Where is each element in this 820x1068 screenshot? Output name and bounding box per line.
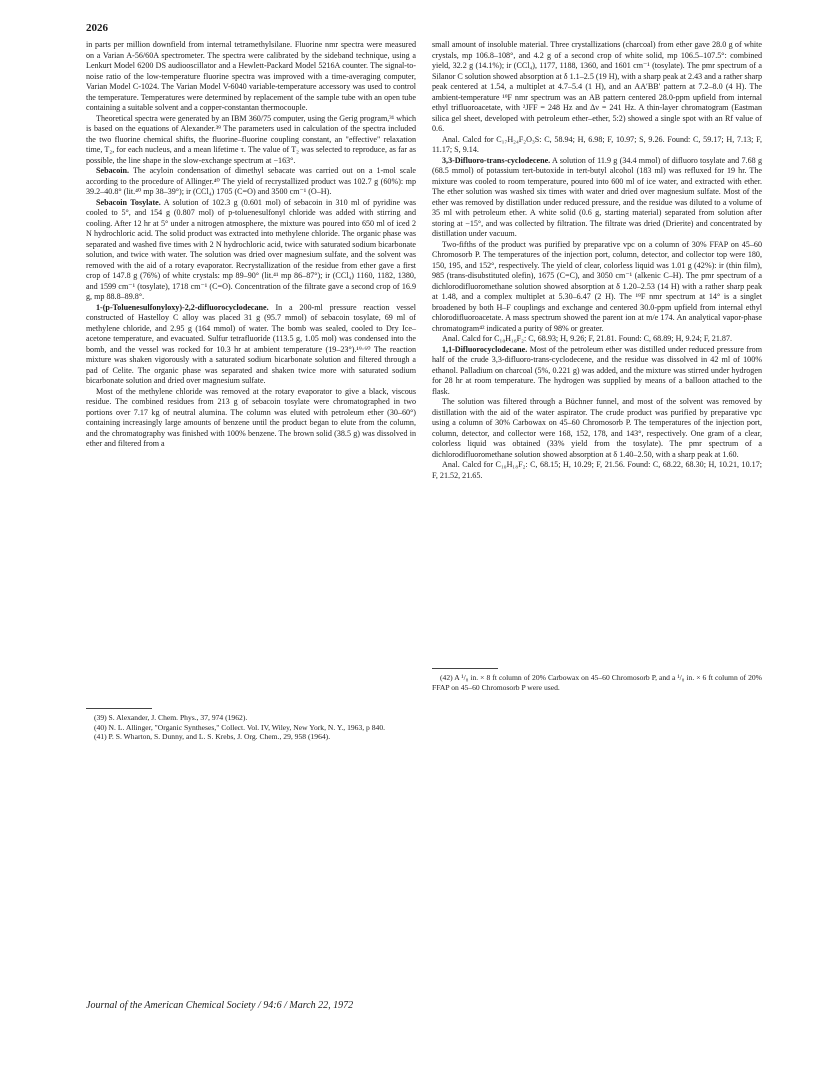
footnote: (41) P. S. Wharton, S. Dunny, and L. S. Krebs, J. Org. Chem., 29, 958 (1964). [94,732,331,742]
page-number: 2026 [86,22,108,34]
paragraph-text: Most of the methylene chloride was removed at the rotary evaporator to give a black, viscous residue. The combined residues from 213 g of sebacoin tosylate were chromatographed in two portions over 7.17 kg of neutral alumina. The column was eluted with petroleum ether (30–60°) containing increasingly large amounts of benzene until the product began to elute from the column, and the chromatography was finished with 100% benzene. The brown solid (38.5 g) was dissolved in ether and filtered from a [86,386,416,448]
right-column [432,40,762,481]
paragraph-text: in parts per million downfield from internal tetramethylsilane. Fluorine nmr spectra were measured on a Varian A-56/60A spectrometer. The spectra were calibrated by the sideband technique, using a Lenkurt Model 6200 DS audiooscillator and a Hewlett-Packard Model 5216A counter. The signal-to-noise ratio of the low-temperature fluorine spectra was improved with a time-averaging computer, Varian Model C-1024. The Varian Model V-6040 variable-temperature accessory was used to control the temperature. Temperatures were determined by replacement of the sample tube with an open tube containing a suitable solvent and a copper-constantan thermocouple. [86,40,416,112]
footnote: (40) N. L. Allinger, "Organic Syntheses," Collect. Vol. IV, Wiley, New York, N. Y., 1963, p 840. [94,722,386,732]
paragraph [432,135,762,156]
journal-footer: Journal of the American Chemical Society / 94:6 / March 22, 1972 [86,1000,354,1011]
section-heading: 1,1-Difluorocyclodecane. [442,344,528,354]
paragraph [86,114,416,167]
paragraph [432,460,762,481]
section-heading: Sebacoin. [96,166,130,175]
paragraph-text: small amount of insoluble material. Three crystallizations (charcoal) from ether gave 28.0 g of white crystals, mp 106.8–108°, and 4.2 g of a second crop of white solid, mp 106.5–107.5°: combined yield, 32.2 g (14.1%); ir (CCl₄), 1177, 1188, 1360, and 1601 cm⁻¹ (tosylate). The pmr spectrum of a Silanor C solution showed absorption at δ 1.1–2.5 (19 H), with a sharp peak at 2.43 and a rather sharp peak centered at 1.54, a multiplet at 4.7–5.4 (1 H), and an AA′BB′ pattern at 7.2–8.0 (4 H). The ambient-temperature ¹⁹F nmr spectrum was an AB pattern centered 28.0-ppm upfield from internal ethyl trifluoroacetate, with ²JFF = 248 Hz and Δν = 241 Hz. A thin-layer chromatogram (Eastman silica gel sheet, developed with petroleum ether–ether, 5:2) showed a single spot with an Rf value of 0.6. [432,40,762,133]
paragraph-text: Two-fifths of the product was purified by preparative vpc on a column of 30% FFAP on 45–60 Chromosorb P. The temperatures of the injection port, column, detector, and collector top were 180, 150, 195, and 152°, respectively. The yield of clear, colorless liquid was 1.01 g (42%): ir (thin film), 985 (trans-disubstituted olefin), 1675 (C=C), and 3050 cm⁻¹ (alkenic C–H). The pmr spectrum of a dichlorodifluoromethane solution showed absorption at δ 1.20–2.53 (14 H) with a rather sharp peak at 1.48, and a complex multiplet at 5.30–6.47 (2 H). The ¹⁹F nmr spectrum at 14° is a singlet broadened by both H–F couplings and exchange and centered 30.0-ppm upfield from internal ethyl chlorodifluoroacetate. A mass spectrum showed the parent ion at m/e 174. An analytical vapor-phase chromatogram⁴² indicated a purity of 98% or greater. [432,239,762,333]
paragraph [86,40,416,114]
paragraph-text: Theoretical spectra were generated by an IBM 360/75 computer, using the Gerig program,³¹ which is based on the equations of Alexander.³⁹ The parameters used in calculation of the spectra included the two fluorine chemical shifts, the fluorine–fluorine coupling constant, an "effective" relaxation time, T₂, for each nucleus, and a mean lifetime τ. The value of T₂ was selected to reproduce, as far as possible, the line shape in the slow-exchange spectrum at −163°. [86,113,416,165]
paragraph [432,240,762,335]
left-column [86,40,416,450]
paragraph-text: In a 200-ml pressure reaction vessel constructed of Hastelloy C alloy was placed 31 g (95.7 mmol) of sebacoin tosylate, 69 ml of methylene chloride, and 2.95 g (164 mmol) of water. The bomb was sealed, cooled to Dry Ice–acetone temperature, and evacuated. Sulfur tetrafluoride (113.5 g, 1.05 mol) was condensed into the bomb, and the vessel was rocked for 10.3 hr at ambient temperature (19–23°).¹⁹·⁶⁰ The reaction mixture was shaken vigorously with a saturated sodium bicarbonate solution and filtered through a pad of Celite. The organic phase was separated and shaken twice more with saturated sodium bicarbonate solution and dried over magnesium sulfate. [86,302,416,385]
paragraph-text: Anal. Calcd for C₁₇H₂₄F₂O₃S: C, 58.94; H, 6.98; F, 10.97; S, 9.26. Found: C, 59.17; H, 7.13; F, 11.17; S, 9.14. [432,134,762,154]
paragraph-text: A solution of 102.3 g (0.601 mol) of sebacoin in 310 ml of pyridine was cooled to 5°, and 154 g (0.807 mol) of p-toluenesulfonyl chloride was added with stirring and cooling. After 12 hr at 5° under a nitrogen atmosphere, the mixture was poured into 650 ml of iced 2 N hydrochloric acid. The solid product was extracted into methylene chloride. The organic phase was separated and washed five times with 2 N hydrochloric acid, twice with saturated sodium bicarbonate solution, and twice with water. The solution was dried over magnesium sulfate, and the solvent was removed with the aid of a rotary evaporator. Recrystallization of the residue from ether gave a first crop of 147.8 g (76%) of white crystals: mp 89–90° (lit.⁴¹ mp 86–87°); ir (CCl₄) 1160, 1182, 1380, and 1599 cm⁻¹ (tosylate), 1718 cm⁻¹ (C=O). Concentration of the filtrate gave a second crop of 16.9 g, mp 88.8–89.8°. [86,197,417,301]
footnote-rule-right [432,668,498,669]
footnote: (42) A ¹/₈ in. × 8 ft column of 20% Carbowax on 45–60 Chromosorb P, and a ¹/₈ in. × 6 ft column of 20% FFAP on 45–60 Chromosorb P were used. [432,673,762,692]
footnote: (39) S. Alexander, J. Chem. Phys., 37, 974 (1962). [94,713,248,722]
section-heading: Sebacoin Tosylate. [96,197,161,207]
footnotes-right [432,673,762,692]
paragraph [432,345,762,398]
paragraph [432,334,762,345]
paragraph-text: Anal. Calcd for C₁₀H₁₈F₂: C, 68.15; H, 10.29; F, 21.56. Found: C, 68.22, 68.30; H, 10.21, 10.17; F, 21.52, 21.65. [432,460,762,480]
section-heading: 3,3-Difluoro-trans-cyclodecene. [442,155,551,165]
paragraph-text: Anal. Calcd for C₁₀H₁₆F₂: C, 68.93; H, 9.26; F, 21.81. Found: C, 68.89; H, 9.24; F, 21.87. [442,334,733,343]
paragraph-text: A solution of 11.9 g (34.4 mmol) of difluoro tosylate and 7.68 g (68.5 mmol) of potassium tert-butoxide in tert-butyl alcohol (183 ml) was refluxed for 19 hr. The mixture was cooled to room temperature, poured into 600 ml of ice water, and extracted with ether. The ether solution was washed six times with water and dried over magnesium sulfate. Most of the ether was removed by distillation under reduced pressure, and the residue was diluted to a volume of 35 ml with petroleum ether. A white solid (0.6 g, starting material) separated from solution after storing at −15°, and was collected by filtration. The filtrate was dried (Drierite) and concentrated by distillation under vacuum. [432,155,762,238]
paragraph [432,156,762,240]
paragraph [432,397,762,460]
paragraph [432,40,762,135]
paragraph-text: The acyloin condensation of dimethyl sebacate was carried out on a 1-mol scale according to the procedure of Allinger.⁴⁰ The yield of recrystallized product was 102.7 g (60%): mp 39.2–40.8° (lit.⁴⁰ mp 38–39°); ir (CCl₄) 1705 (C=O) and 3500 cm⁻¹ (O–H). [86,166,416,196]
section-heading: 1-(p-Toluenesulfonyloxy)-2,2-difluorocyclodecane. [96,302,269,312]
paragraph [86,166,416,198]
footnotes-left [86,713,416,742]
footnote-rule-left [86,708,152,709]
paragraph-text: Most of the petroleum ether was distilled under reduced pressure from half of the crude 3,3-difluoro-trans-cyclodecene, and the residue was dissolved in 42 ml of 100% ethanol. Palladium on charcoal (5%, 0.221 g) was added, and the mixture was stirred under hydrogen for 28 hr at room temperature. The hydrogen was supplied by means of a balloon attached to the flask. [432,344,762,396]
paragraph [86,303,416,387]
paragraph [86,387,416,450]
paragraph-text: The solution was filtered through a Büchner funnel, and most of the solvent was removed by distillation with the aid of the water aspirator. The crude product was purified by preparative vpc using a column of 30% Carbowax on 45–60 Chromosorb P. The temperatures of the injection port, column, detector, and collector were 168, 152, 178, and 143°, respectively. One gram of a clear, colorless liquid was obtained (33% yield from the tosylate). The pmr spectrum of a dichlorodifluoromethane solution showed absorption at δ 1.40–2.50, with a sharp peak at 1.60. [432,397,762,459]
paragraph [86,198,416,303]
